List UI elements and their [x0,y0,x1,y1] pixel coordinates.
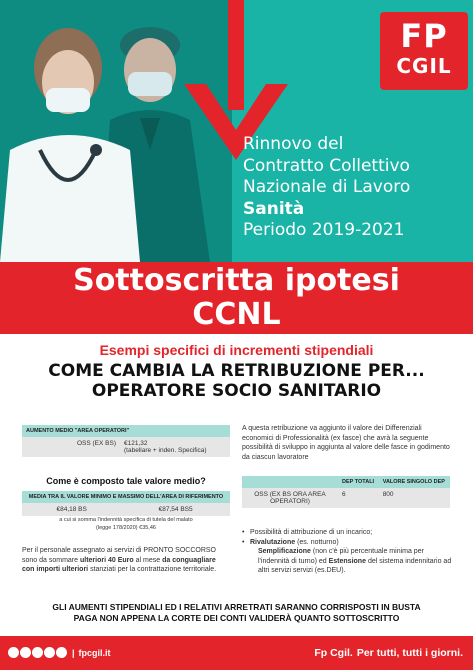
table-cell-role: OSS (EX BS) [22,437,120,457]
emergency-text-2: al mese [135,556,161,564]
website-link[interactable]: fpcgil.it [78,648,111,658]
table-cell-min: €84,18 BS [22,503,121,516]
emergency-text-1: Per il personale assegnato ai servizi di PRONTO SOCCORSO sono da sommare [22,547,216,564]
banner-line-2: CCNL [192,297,281,332]
section-title-line-1: COME CAMBIA LA RETRIBUZIONE PER... [48,361,425,381]
closing-statement: GLI AUMENTI STIPENDIALI ED I RELATIVI ARRETRATI SARANNO CORRISPOSTI IN BUSTA PAGA NON APPENA LA CORTE DEI CONTI VALIDERÀ QUANTO SOTTOSCRITTO [52,602,421,623]
average-value-note: (tabellare + inden. Specifica) [124,447,207,454]
twitter-icon[interactable] [32,647,43,658]
average-increase-table [22,425,230,457]
logo-fp-text: FP [400,17,448,55]
allowance-note-line-1: a cui si somma l'indennità specifica di tutela del malato [59,517,193,523]
table-cell-role: OSS (EX BS ORA AREA OPERATORI) [242,488,338,508]
question-heading: Come è composto tale valore medio? [46,476,206,486]
hero-section [0,0,473,262]
list-item [242,528,454,538]
list-subitem [242,547,454,576]
benefits-list [242,528,454,576]
table-row [242,488,450,508]
table-header: MEDIA TRA IL VALORE MINIMO E MASSIMO DELL'AREA DI RIFERIMENTO [22,491,230,503]
fp-cgil-logo [380,12,468,90]
red-banner [0,262,473,334]
min-max-table [22,491,230,516]
allowance-note-line-2: (legge 178/2020) €35,46 [96,525,156,531]
average-value: €121,32 [124,440,148,447]
subitem-bold-1: Semplificazione [258,548,311,555]
list-item-bold: Rivalutazione [250,538,296,546]
social-icons [8,647,68,659]
section-title-line-2: OPERATORE SOCIO SANITARIO [91,381,382,401]
table-header-dep-value: VALORE SINGOLO DEP [379,476,450,488]
table-row [22,437,230,457]
footer-separator: | [72,648,75,658]
subitem-text-1: (non c'è più percentuale minima per l'indennità di turno) ed [258,548,424,565]
differentials-paragraph: A questa retribuzione va aggiunto il valore dei Differenziali economici di Professionalità (ex fasce) che avrà la seguente possibilità di sviluppo in aggiunta al valore delle fasce in godimento da ciascun lavoratore [242,425,450,461]
telegram-icon[interactable] [56,647,67,658]
footer [0,636,473,670]
headline [243,134,471,242]
footer-slogan [314,645,463,661]
list-item [242,538,454,548]
table-header: AUMENTO MEDIO "AREA OPERATORI" [22,425,230,437]
headline-line-3: Nazionale di Lavoro [243,177,411,197]
instagram-icon[interactable] [20,647,31,658]
footer-brand: Fp Cgil. [314,647,353,659]
table-header-empty [242,476,338,488]
headline-line-1: Rinnovo del [243,134,344,154]
subitem-bold-2: Estensione [328,557,366,565]
headline-line-2: Contratto Collettivo [243,155,410,176]
headline-period: Periodo 2019-2021 [243,220,405,240]
table-row [22,503,230,516]
table-cell-max: €87,54 BS5 [121,503,230,516]
emergency-paragraph [22,546,230,575]
emergency-bold-2: da conguagliare con importi ulteriori [22,556,216,573]
headline-sector: Sanità [243,198,305,219]
subheading: Esempi specifici di incrementi stipendiali [99,342,374,358]
dep-table [242,476,450,508]
allowance-note [22,516,230,532]
website [72,646,111,660]
emergency-bold-1: ulteriori 40 Euro [79,556,134,564]
table-header-dep-total: DEP TOTALI [338,476,379,488]
youtube-icon[interactable] [44,647,55,658]
facebook-icon[interactable] [8,647,19,658]
table-cell-dep-total: 6 [338,488,379,508]
banner-line-1: Sottoscritta ipotesi [73,263,400,298]
table-cell-value [120,437,230,457]
logo-cgil-text: CGIL [396,54,452,78]
emergency-text-3: stanziati per la contrattazione territoriale. [90,566,217,573]
subitem-text-2: del sistema indennitario ad altri servizi servizi (es.DEU). [258,557,452,574]
list-item-text: (es. notturno) [297,538,339,546]
list-item-text: Possibilità di attribuzione di un incarico; [250,529,373,536]
table-cell-dep-value: 800 [379,488,450,508]
footer-motto: Per tutti, tutti i giorni. [356,647,463,659]
